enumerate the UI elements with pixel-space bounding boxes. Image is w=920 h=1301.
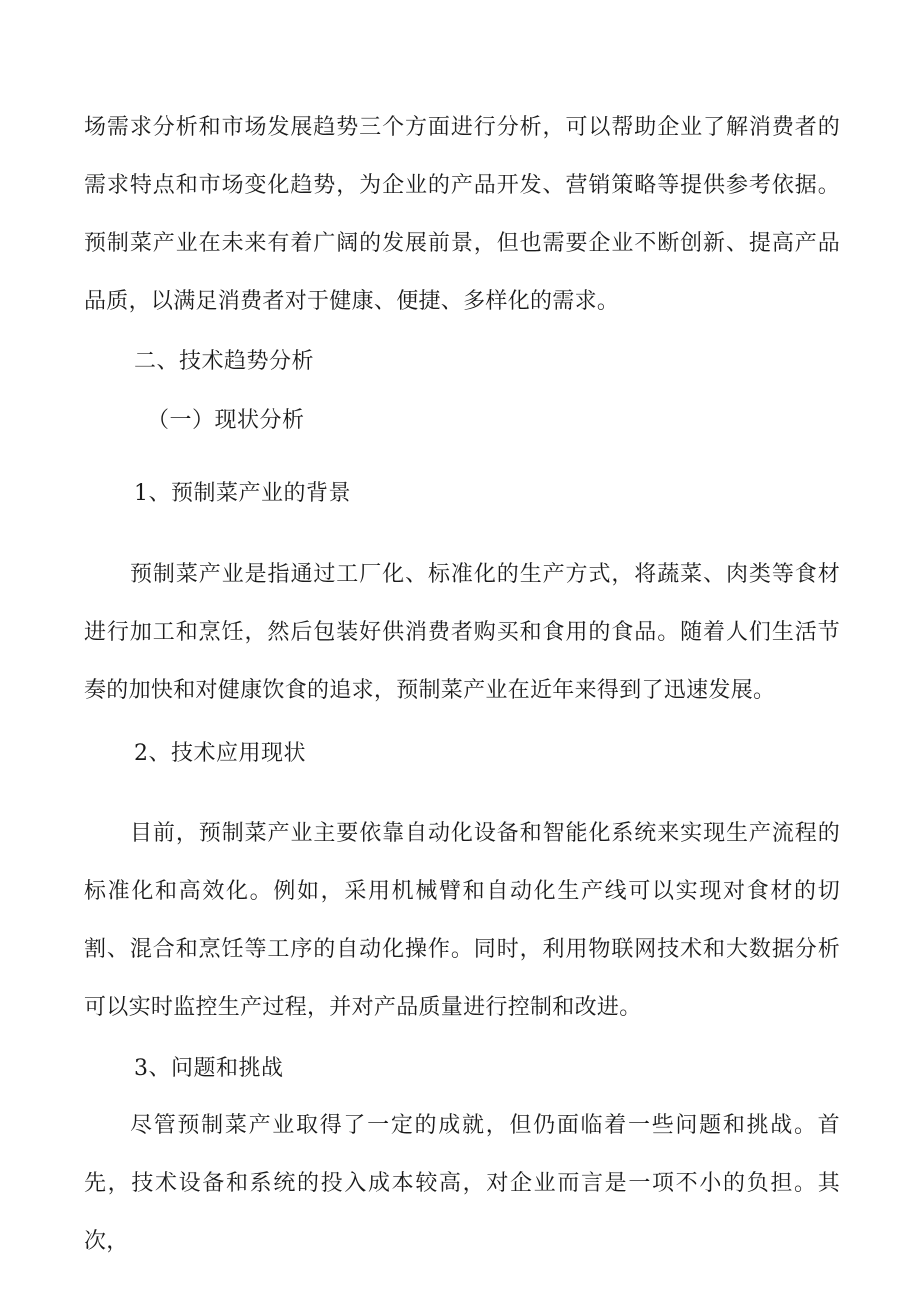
item3-heading: 3、问题和挑战 — [134, 1056, 284, 1081]
item2-heading: 2、技术应用现状 — [134, 741, 306, 766]
section-heading: 二、技术趋势分析 — [134, 349, 315, 374]
item1-paragraph: 预制菜产业是指通过工厂化、标准化的生产方式，将蔬菜、肉类等食材进行加工和烹饪，然后包装好供消费者购买和食用的食品。随着人们生活节奏的加快和对健康饮食的追求，预制菜产业在近年来得到了迅速发展。 — [84, 562, 840, 703]
subsection-heading: （一）现状分析 — [147, 408, 305, 433]
item2-paragraph: 目前，预制菜产业主要依靠自动化设备和智能化系统来实现生产流程的标准化和高效化。例如，采用机械臂和自动化生产线可以实现对食材的切割、混合和烹饪等工序的自动化操作。同时，利用物联网技术和大数据分析可以实时监控生产过程，并对产品质量进行控制和改进。 — [84, 821, 840, 1020]
item3-paragraph: 尽管预制菜产业取得了一定的成就，但仍面临着一些问题和挑战。首先，技术设备和系统的投入成本较高，对企业而言是一项不小的负担。其次， — [84, 1113, 840, 1254]
intro-paragraph: 场需求分析和市场发展趋势三个方面进行分析，可以帮助企业了解消费者的需求特点和市场变化趋势，为企业的产品开发、营销策略等提供参考依据。预制菜产业在未来有着广阔的发展前景，但也需要企业不断创新、提高产品品质，以满足消费者对于健康、便捷、多样化的需求。 — [84, 115, 840, 314]
item1-heading: 1、预制菜产业的背景 — [134, 481, 351, 506]
